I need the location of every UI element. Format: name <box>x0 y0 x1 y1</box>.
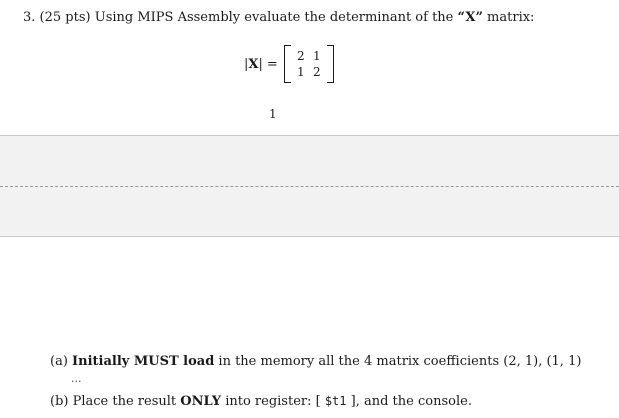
question-heading <box>23 10 534 25</box>
item-b-text-before: Place the result <box>72 394 181 409</box>
question-number: 3. <box>23 10 36 25</box>
determinant-label <box>244 57 263 72</box>
matrix-cell-2-2: 2 <box>312 65 321 79</box>
equals-sign: = <box>266 56 278 72</box>
determinant-equation <box>244 44 334 84</box>
matrix-grid <box>291 45 327 83</box>
continuation-ellipsis: ... <box>71 372 82 385</box>
item-b <box>50 394 472 409</box>
item-b-marker: (b) <box>50 394 69 409</box>
item-b-bold-text: ONLY <box>180 394 222 409</box>
matrix-cell-1-1: 2 <box>296 49 305 63</box>
item-a <box>50 354 581 369</box>
matrix-right-bracket <box>327 45 334 83</box>
page-number: 1 <box>269 107 277 121</box>
item-a-rest-text: in the memory all the 4 matrix coefficients (2, 1), (1, 1) <box>214 354 582 369</box>
item-b-text-after: ], and the console. <box>346 394 472 409</box>
item-a-bold-text: Initially MUST load <box>72 354 215 369</box>
question-points: (25 pts) <box>39 10 91 25</box>
register-name: $t1 <box>324 394 347 408</box>
page-divider <box>0 186 619 187</box>
determinant-bar-right: | <box>258 56 263 72</box>
determinant-symbol: X <box>248 56 259 72</box>
matrix-cell-2-1: 1 <box>296 65 305 79</box>
matrix-x <box>284 45 334 83</box>
question-text-after: matrix: <box>482 10 535 25</box>
matrix-cell-1-2: 1 <box>312 49 321 63</box>
question-matrix-name: “X” <box>457 10 483 25</box>
page-gap <box>0 135 619 237</box>
determinant-bar-left: | <box>244 56 249 72</box>
item-a-marker: (a) <box>50 354 68 369</box>
item-b-text-middle: into register: [ <box>221 394 325 409</box>
question-text-before: Using MIPS Assembly evaluate the determinant of the <box>94 10 458 25</box>
matrix-left-bracket <box>284 45 291 83</box>
